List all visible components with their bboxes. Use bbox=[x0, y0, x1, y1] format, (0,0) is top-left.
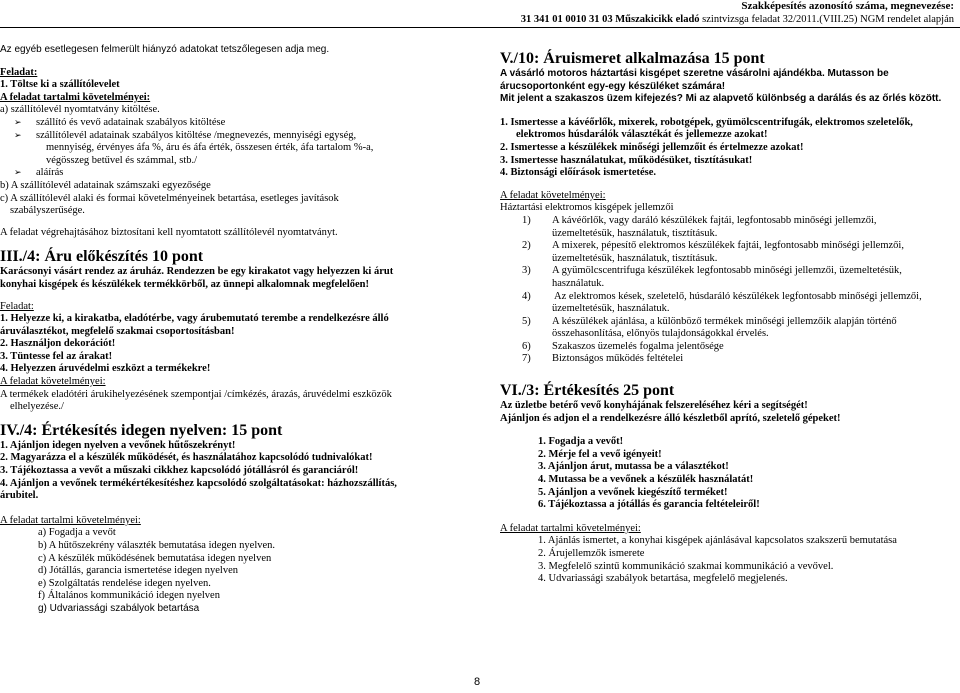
section-3-intro-cont: konyhai kisgépek és készülékek termékkörből, az ünnepi alkalomnak megfelelően! bbox=[0, 278, 369, 290]
s6-task: 2. Mérje fel a vevő igényeit! bbox=[538, 448, 662, 460]
page-header bbox=[521, 0, 954, 26]
s6-task: 3. Ajánljon árut, mutassa be a választékot! bbox=[538, 461, 729, 473]
s5-task-3: 3. Ismertesse használatukat, működésüket, tisztításukat! bbox=[500, 154, 753, 166]
content-requirements-heading: A feladat tartalmi követelményei: bbox=[0, 91, 151, 103]
s4-item: g) Udvariassági szabályok betartása bbox=[38, 602, 200, 614]
s4-item: c) A készülék működésének bemutatása idegen nyelven bbox=[38, 552, 272, 564]
section-5-title: V./10: Áruismeret alkalmazása 15 pont bbox=[500, 50, 765, 67]
s5-task-1-cont: elektromos húsdarálók választékát és jellemezze azokat! bbox=[516, 129, 768, 141]
print-note: A feladat végrehajtásához biztosítani kell nyomtatott szállítólevél nyomtatványt. bbox=[0, 226, 338, 238]
section-3-intro: Karácsonyi vásárt rendez az áruház. Rendezzen be egy kirakatot vagy helyezzen ki árut bbox=[0, 266, 394, 278]
s6-task: 5. Ajánljon a vevőnek kiegészítő terméket! bbox=[538, 486, 728, 498]
s6-content-item: 3. Megfelelő szintű kommunikáció szakmai kommunikáció a vevővel. bbox=[538, 560, 834, 572]
s4-content-requirements-heading: A feladat tartalmi követelményei: bbox=[0, 514, 141, 526]
header-divider bbox=[0, 27, 960, 28]
s6-content-requirements-heading: A feladat tartalmi követelményei: bbox=[500, 522, 641, 534]
s6-task: 4. Mutassa be a vevőnek a készülék használatát! bbox=[538, 474, 754, 486]
s4-item: b) A hűtőszekrény választék bemutatása idegen nyelven. bbox=[38, 540, 276, 551]
bullet-delivery-data-cont: mennyiség, érvényes áfa %, áru és áfa érték, összesen érték, áfa tartalom %-a, bbox=[46, 142, 374, 154]
s5-req-item: 6) Szakaszos üzemelés fogalma jelentősége bbox=[522, 340, 724, 352]
s3-requirements-cont: elhelyezése./ bbox=[10, 401, 64, 413]
s5-requirements-intro: Háztartási elektromos kisgépek jellemzői bbox=[500, 202, 674, 214]
bullet-delivery-data-cont2: végösszeg betűvel és számmal, stb./ bbox=[46, 154, 198, 166]
s6-task: 6. Tájékoztassa a jótállás és garancia feltételeiről! bbox=[538, 499, 760, 511]
arrow-bullet-icon: ➢ bbox=[14, 130, 22, 141]
s5-task-4: 4. Biztonsági előírások ismertetése. bbox=[500, 167, 657, 179]
s3-task-1: 1. Helyezze ki, a kirakatba, eladótérbe, vagy árubemutató terembe a rendelkezésre álló bbox=[0, 313, 389, 325]
req-c-cont: szabályszerűsége. bbox=[10, 205, 85, 217]
s6-intro: Az üzletbe betérő vevő konyhájának felszereléséhez kéri a segítségét! bbox=[500, 400, 808, 412]
page-number: 8 bbox=[474, 676, 481, 688]
s4-task-4-cont: árubitel. bbox=[0, 490, 39, 502]
arrow-bullet-icon: ➢ bbox=[14, 168, 22, 179]
s4-task-4: 4. Ajánljon a vevőnek termékértékesítéshez kapcsolódó szolgáltatásokat: házhozszállítás, bbox=[0, 477, 397, 489]
s5-task-1: 1. Ismertesse a kávéőrlők, mixerek, robotgépek, gyümölcscentrifugák, elektromos szeletelők, bbox=[500, 116, 913, 128]
arrow-bullet-icon: ➢ bbox=[14, 117, 22, 128]
s3-task-2: 2. Használjon dekorációt! bbox=[0, 338, 116, 350]
s4-item: d) Jótállás, garancia ismertetése idegen nyelven bbox=[38, 565, 239, 577]
s6-content-item: 2. Árujellemzők ismerete bbox=[538, 548, 645, 559]
bullet-signature: ➢ aláírás bbox=[14, 167, 64, 179]
feladat-label: Feladat: bbox=[0, 66, 38, 78]
s6-intro-cont: Ajánljon és adjon el a rendelkezésre álló készletből aprító, szeletelő gépeket! bbox=[500, 412, 841, 424]
req-a: a) szállítólevél nyomtatvány kitöltése. bbox=[0, 104, 160, 116]
s4-item: a) Fogadja a vevőt bbox=[38, 527, 116, 539]
s4-task-1: 1. Ajánljon idegen nyelven a vevőnek hűtőszekrényt! bbox=[0, 439, 236, 451]
s5-req-item: 2) A mixerek, pépesítő elektromos készülékek fajtái, legfontosabb minőségi jellemzői, üzemeltetésük, használatuk, tisztításuk. bbox=[522, 240, 904, 264]
s4-task-3: 3. Tájékoztassa a vevőt a műszaki cikkhez kapcsolódó jótállásról és garanciáról! bbox=[0, 465, 359, 477]
s5-requirements-heading: A feladat követelményei: bbox=[500, 189, 606, 201]
section-3-title: III./4: Áru előkészítés 10 pont bbox=[0, 248, 204, 266]
s5-req-item: 7) Biztonságos működés feltételei bbox=[522, 353, 684, 365]
intro-note: Az egyéb esetlegesen felmerült hiányzó adatokat tetszőlegesen adja meg. bbox=[0, 44, 330, 55]
s5-req-item: 3) A gyümölcscentrifuga készülékek legfontosabb minőségi jellemzői, üzemeltetésük, használatuk. bbox=[522, 265, 902, 289]
s5-intro: A vásárló motoros háztartási kisgépet szeretne vásárolni ajándékba. Mutasson be bbox=[500, 68, 889, 79]
s5-req-item: 4) Az elektromos kések, szeletelő, húsdaráló készülékek legfontosabb minőségi jellemzői, üzemeltetésük, használatuk. bbox=[522, 290, 922, 315]
s3-requirements: A termékek eladótéri árukihelyezésének szempontjai /címkézés, árazás, áruvédelmi eszközök bbox=[0, 388, 392, 400]
s5-req-item: 5) A készülékek ajánlása, a különböző termékek minőségi jellemzőik alapján történő összehasonlítása, előnyös tulajdonságokkal érvelés. bbox=[522, 315, 897, 340]
s3-task-1-cont: áruválasztékot, megfelelő szakmai csoportosításban! bbox=[0, 325, 235, 337]
req-b: b) A szállítólevél adatainak számszaki egyezősége bbox=[0, 179, 211, 191]
right-column bbox=[500, 50, 956, 586]
s6-task: 1. Fogadja a vevőt! bbox=[538, 436, 624, 448]
left-column bbox=[0, 44, 470, 616]
header-qualification-line: 31 341 01 0010 31 03 Műszakicikk eladó szintvizsga feladat 32/2011.(VIII.25) NGM rendelet alapján bbox=[520, 14, 954, 25]
bullet-supplier-data: ➢ szállító és vevő adatainak szabályos kitöltése bbox=[14, 116, 226, 128]
feladat-label-2: Feladat: bbox=[0, 300, 34, 312]
s3-task-4: 4. Helyezzen áruvédelmi eszközt a termékekre! bbox=[0, 363, 211, 375]
s6-content-item: 4. Udvariassági szabályok betartása, megfelelő megjelenés. bbox=[538, 573, 788, 585]
s5-task-2: 2. Ismertesse a készülékek minőségi jellemzőit és értelmezze azokat! bbox=[500, 141, 804, 153]
bullet-delivery-data: ➢ szállítólevél adatainak szabályos kitöltése /megnevezés, mennyiségi egység, bbox=[14, 129, 357, 141]
section-6-title: VI./3: Értékesítés 25 pont bbox=[500, 382, 675, 400]
req-c: c) A szállítólevél alaki és formai követelményeinek betartása, esetleges javítások bbox=[0, 192, 339, 204]
s6-content-item: 1. Ajánlás ismertet, a konyhai kisgépek ajánlásával kapcsolatos szakszerű bemutatása bbox=[538, 535, 897, 547]
s3-requirements-heading: A feladat követelményei: bbox=[0, 376, 106, 388]
task-fill-delivery-note: 1. Töltse ki a szállítólevelet bbox=[0, 79, 120, 91]
s4-item: f) Általános kommunikáció idegen nyelven bbox=[38, 590, 220, 602]
section-4-title: IV./4: Értékesítés idegen nyelven: 15 pont bbox=[0, 421, 283, 439]
s5-req-item: 1) A kávéőrlők, vagy daráló készülékek fajtái, legfontosabb minőségi jellemzői, üzemeltetésük, használatuk, tisztításuk. bbox=[522, 214, 877, 239]
s4-item: e) Szolgáltatás rendelése idegen nyelven. bbox=[38, 577, 211, 589]
header-qualification-label: Szakképesítés azonosító száma, megnevezése: bbox=[741, 0, 954, 12]
s5-intro-cont: árucsoportonként egy-egy készüléket számára! bbox=[500, 80, 726, 92]
s5-intro-question: Mit jelent a szakaszos üzem kifejezés? Mi az alapvető különbség a darálás és az őrlés között. bbox=[500, 93, 942, 105]
s4-task-2: 2. Magyarázza el a készülék működését, és használatához kapcsolódó tudnivalókat! bbox=[0, 452, 373, 464]
s3-task-3: 3. Tüntesse fel az árakat! bbox=[0, 350, 113, 362]
